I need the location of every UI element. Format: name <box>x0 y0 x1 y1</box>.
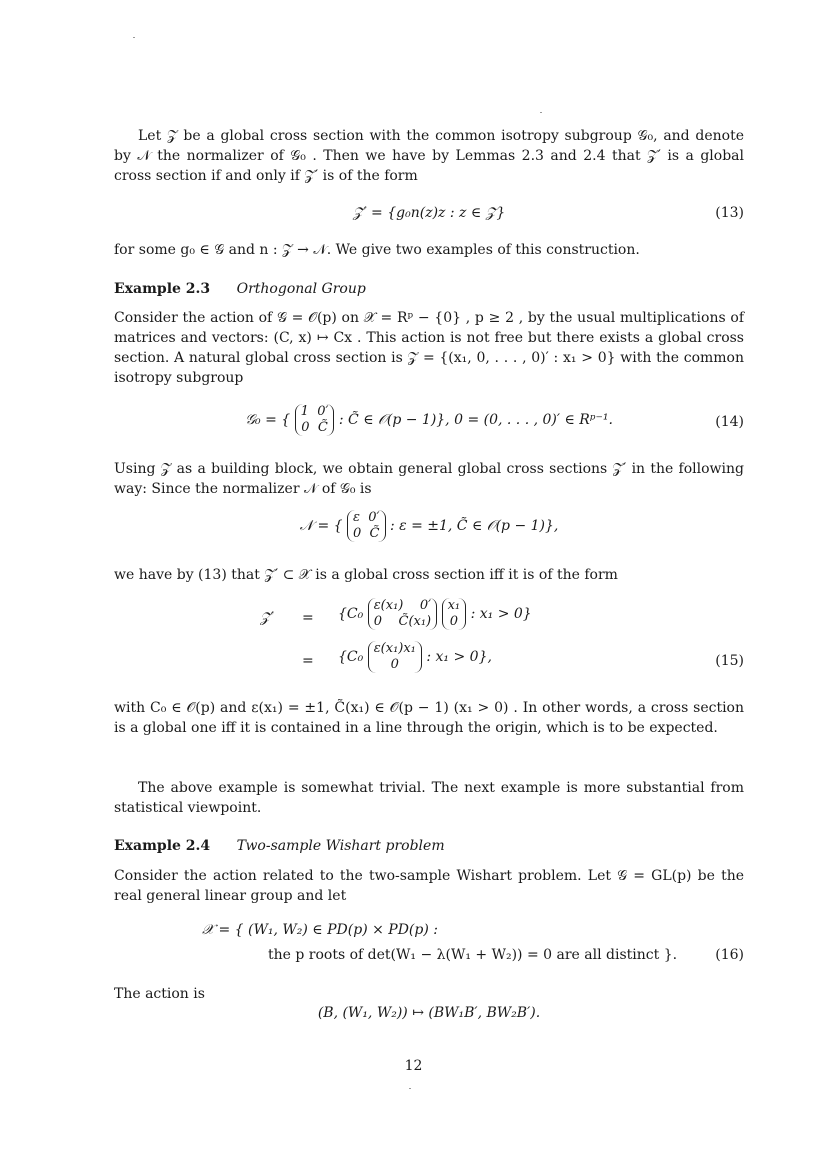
paragraph-wishart-action: Consider the action related to the two-sample Wishart problem. Let 𝒢 = GL(p) be the real general linear group and let <box>114 868 744 904</box>
equation-normalizer <box>114 510 744 546</box>
equation-16-line-1: 𝒳 = { (W₁, W₂) ∈ PD(p) × PD(p) : <box>202 922 438 938</box>
equation-15-line-1 <box>114 598 744 638</box>
example-2-4-heading <box>114 836 445 856</box>
equation-15-line-2-post: : x₁ > 0}, <box>426 649 492 665</box>
equation-14 <box>114 404 744 440</box>
equation-15-line-1-post: : x₁ > 0} <box>470 606 532 622</box>
equation-15-number: (15) <box>715 653 744 669</box>
scan-speck <box>409 1088 411 1089</box>
isotropy-matrix: 1 0′ 0 C̃ <box>295 404 335 436</box>
equation-15-line-2 <box>114 641 744 681</box>
equation-action-body: (B, (W₁, W₂)) ↦ (BW₁B′, BW₂B′). <box>317 1005 541 1021</box>
equation-15-vector-2: ε(x₁)x₁ 0 <box>368 641 422 673</box>
example-2-4-title: Two-sample Wishart problem <box>236 838 445 854</box>
normalizer-matrix: ε 0′ 0 C̃ <box>347 510 386 542</box>
paragraph-with-c0: with C₀ ∈ 𝒪(p) and ε(x₁) = ±1, C̃(x₁) ∈ 𝒪(p − 1) (x₁ > 0) . In other words, a cross section is a global one iff it is contained in a line through the origin, which is to be expected. <box>114 700 744 736</box>
paragraph-orthogonal-action: Consider the action of 𝒢 = 𝒪(p) on 𝒳 = Rᵖ − {0} , p ≥ 2 , by the usual multiplications of matrices and vectors: (C, x) ↦ Cx . This action is not free but there exists a global cross section. A natural global cross section is 𝒵 = {(x₁, 0, . . . , 0)′ : x₁ > 0} with the common isotropy subgroup <box>114 310 744 386</box>
paragraph-trivial: The above example is somewhat trivial. The next example is more substantial from statistical viewpoint. <box>114 780 744 816</box>
example-2-4-label: Example 2.4 <box>114 838 211 854</box>
equation-15-line-1-pre: {C₀ <box>338 606 364 622</box>
equation-16 <box>114 920 744 966</box>
paragraph-for-some: for some g₀ ∈ 𝒢 and n : 𝒵 → 𝒩. We give two examples of this construction. <box>114 242 640 258</box>
equation-15-lhs: 𝒵′ <box>260 610 274 626</box>
normalizer-lhs: 𝒩 = { <box>299 518 343 534</box>
equation-15-equals-2: = <box>302 653 314 669</box>
equation-action <box>114 1003 744 1023</box>
normalizer-rhs: : ε = ±1, C̃ ∈ 𝒪(p − 1)}, <box>389 518 559 534</box>
paragraph-building-block: Using 𝒵 as a building block, we obtain general global cross sections 𝒵′ in the following way: Since the normalizer 𝒩 of 𝒢₀ is <box>114 461 744 497</box>
equation-16-line-2: the p roots of det(W₁ − λ(W₁ + W₂)) = 0 are all distinct }. <box>268 947 678 963</box>
equation-13 <box>114 203 744 223</box>
equation-15-line-2-pre: {C₀ <box>338 649 364 665</box>
equation-16-number: (16) <box>715 947 744 963</box>
equation-15-equals-1: = <box>302 610 314 626</box>
page-number: 12 <box>404 1058 423 1074</box>
paragraph-we-have: we have by (13) that 𝒵′ ⊂ 𝒳 is a global cross section iff it is of the form <box>114 567 618 583</box>
paragraph-intro: Let 𝒵 be a global cross section with the common isotropy subgroup 𝒢₀, and denote by 𝒩 the normalizer of 𝒢₀ . Then we have by Lemmas 2.3 and 2.4 that 𝒵′ is a global cross section if and only if 𝒵′ is of the form <box>114 128 744 184</box>
paragraph-the-action-is: The action is <box>114 986 205 1002</box>
equation-14-number: (14) <box>715 414 744 430</box>
equation-15-matrix: ε(x₁) 0′ 0 C̃(x₁) <box>368 598 437 630</box>
equation-13-body: 𝒵′ = {g₀n(z)z : z ∈ 𝒵} <box>352 205 506 221</box>
equation-15-vector: x₁ 0 <box>442 598 467 630</box>
equation-14-rhs: : C̃ ∈ 𝒪(p − 1)}, 0 = (0, . . . , 0)′ ∈ Rᵖ⁻¹. <box>338 412 613 428</box>
equation-13-number: (13) <box>715 205 744 221</box>
scan-speck <box>540 112 542 113</box>
equation-14-lhs: 𝒢₀ = { <box>245 412 291 428</box>
example-2-3-heading <box>114 279 366 299</box>
example-2-3-title: Orthogonal Group <box>236 281 366 297</box>
example-2-3-label: Example 2.3 <box>114 281 211 297</box>
scan-speck <box>133 37 135 38</box>
